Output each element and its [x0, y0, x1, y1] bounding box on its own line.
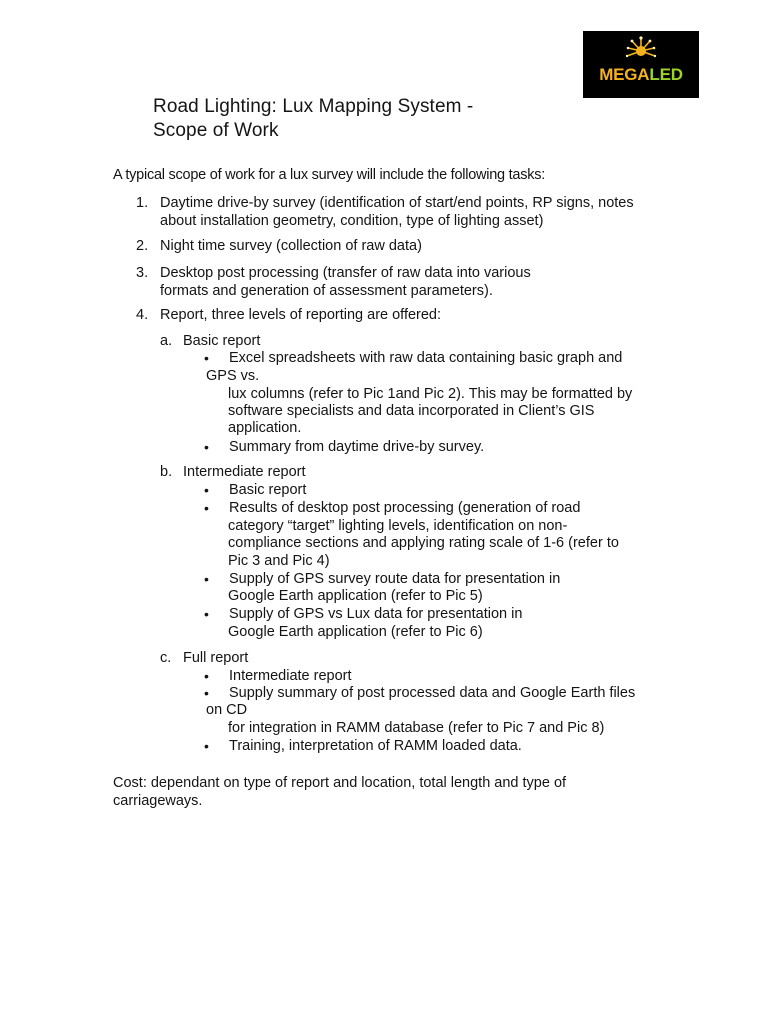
- task-1-number: 1.: [136, 195, 149, 211]
- mega-led-logo: [583, 31, 699, 98]
- report-level-c-label: Full report: [183, 650, 249, 666]
- intermediate-item-1-line-1: Basic report: [229, 482, 307, 498]
- task-4-number: 4.: [136, 307, 149, 323]
- full-item-2-line-2: on CD: [206, 702, 248, 718]
- intermediate-item-2-line-4: Pic 3 and Pic 4): [228, 553, 330, 569]
- task-1-line-2: about installation geometry, condition, type of lighting asset): [160, 213, 544, 229]
- task-2-number: 2.: [136, 238, 149, 254]
- basic-item-1-line-5: application.: [228, 420, 302, 436]
- report-level-b-label: Intermediate report: [183, 464, 306, 480]
- document-title-line-2: Scope of Work: [153, 120, 279, 141]
- basic-item-2-line-1: Summary from daytime drive-by survey.: [229, 439, 485, 455]
- bullet-marker: •: [204, 482, 209, 498]
- intermediate-item-2-line-1: Results of desktop post processing (generation of road: [229, 500, 581, 516]
- bullet-marker: •: [204, 685, 209, 701]
- cost-line-1: Cost: dependant on type of report and location, total length and type of: [113, 775, 567, 791]
- sunburst-icon: [621, 35, 661, 67]
- intermediate-item-3-line-2: Google Earth application (refer to Pic 5): [228, 588, 483, 604]
- full-item-1-line-1: Intermediate report: [229, 668, 352, 684]
- task-4-line-1: Report, three levels of reporting are offered:: [160, 307, 442, 323]
- bullet-marker: •: [204, 606, 209, 622]
- basic-item-1-line-2: GPS vs.: [206, 368, 260, 384]
- task-3-line-2: formats and generation of assessment parameters).: [160, 283, 493, 299]
- intermediate-item-4-line-2: Google Earth application (refer to Pic 6): [228, 624, 483, 640]
- intermediate-item-3-line-1: Supply of GPS survey route data for presentation in: [229, 571, 561, 587]
- intermediate-item-2-line-2: category “target” lighting levels, identification on non-: [228, 518, 568, 534]
- full-item-3-line-1: Training, interpretation of RAMM loaded data.: [229, 738, 522, 754]
- bullet-marker: •: [204, 738, 209, 754]
- full-item-2-line-3: for integration in RAMM database (refer to Pic 7 and Pic 8): [228, 720, 605, 736]
- bullet-marker: •: [204, 350, 209, 366]
- cost-line-2: carriageways.: [113, 793, 203, 809]
- task-2-line-1: Night time survey (collection of raw data): [160, 238, 422, 254]
- intermediate-item-2-line-3: compliance sections and applying rating scale of 1-6 (refer to: [228, 535, 619, 551]
- report-level-b-letter: b.: [160, 464, 173, 480]
- basic-item-1-line-1: Excel spreadsheets with raw data containing basic graph and: [229, 350, 623, 366]
- task-3-number: 3.: [136, 265, 149, 281]
- task-3-line-1: Desktop post processing (transfer of raw data into various: [160, 265, 531, 281]
- report-level-c-letter: c.: [160, 650, 172, 666]
- intermediate-item-4-line-1: Supply of GPS vs Lux data for presentation in: [229, 606, 523, 622]
- document-title-line-1: Road Lighting: Lux Mapping System -: [153, 96, 474, 117]
- basic-item-1-line-3: lux columns (refer to Pic 1and Pic 2). This may be formatted by: [228, 386, 633, 402]
- task-1-line-1: Daytime drive-by survey (identification of start/end points, RP signs, notes: [160, 195, 634, 211]
- intro-paragraph: A typical scope of work for a lux survey will include the following tasks:: [113, 167, 546, 183]
- bullet-marker: •: [204, 439, 209, 455]
- bullet-marker: •: [204, 571, 209, 587]
- bullet-marker: •: [204, 668, 209, 684]
- report-level-a-label: Basic report: [183, 333, 261, 349]
- report-level-a-letter: a.: [160, 333, 173, 349]
- bullet-marker: •: [204, 500, 209, 516]
- logo-wordmark: MEGALED: [599, 65, 683, 84]
- full-item-2-line-1: Supply summary of post processed data and Google Earth files: [229, 685, 636, 701]
- basic-item-1-line-4: software specialists and data incorporated in Client’s GIS: [228, 403, 595, 419]
